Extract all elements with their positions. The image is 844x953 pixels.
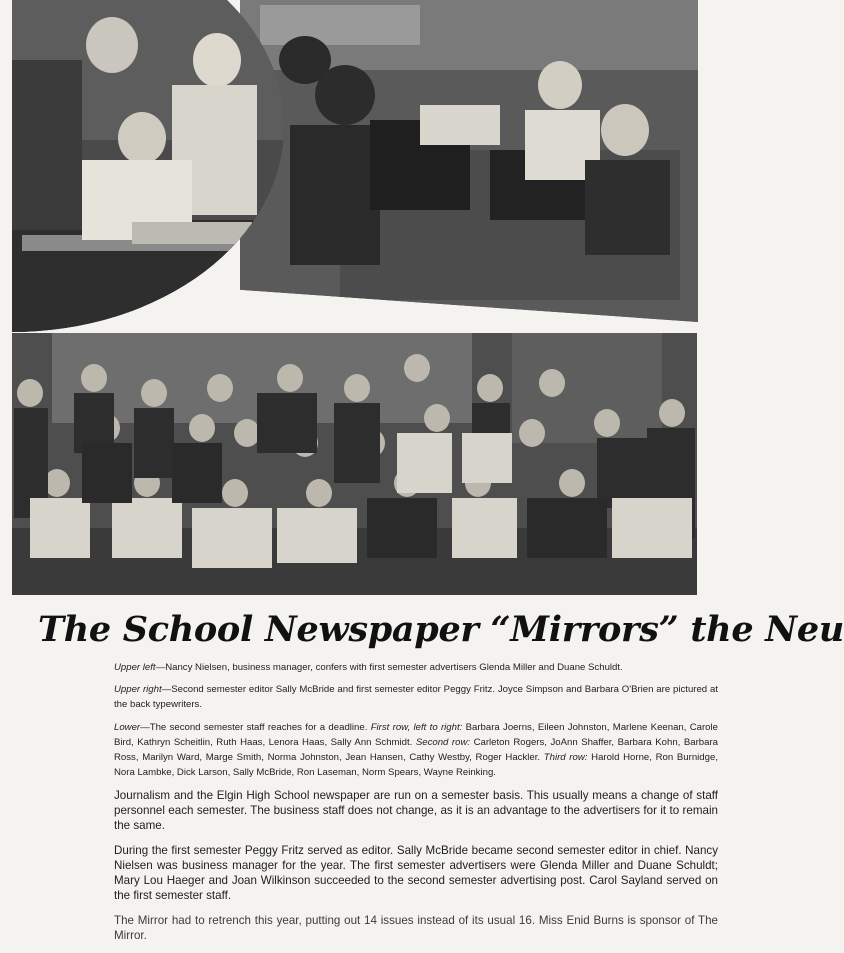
photo-captions [114, 660, 718, 787]
caption-upper-left-lead: Upper left [114, 662, 156, 673]
caption-lower-text: —The second semester staff reaches for a deadline. [140, 721, 371, 733]
photo-lower-staff [12, 333, 697, 595]
caption-upper-right-text: —Second semester editor Sally McBride and first semester editor Peggy Fritz. Joyce Simpson and Barbara O'Brien are pictured at the back typewriters. [114, 684, 718, 711]
caption-third-row-label: Third row: [543, 752, 588, 764]
caption-third-row: Harold Horne, Ron Burnidge, Nora Lambke, Dick Larson, Sally McBride, Ron Laseman, Norm Spears, Wayne Reinking. [114, 752, 718, 779]
photo-upper-right [240, 0, 698, 322]
photo-upper-right-image [240, 0, 698, 322]
caption-first-row: Barbara Joerns, Eileen Johnston, Marlene Keenan, Carole Bird, Kathryn Scheitlin, Ruth Haas, Lenora Haas, Sally Ann Schmidt. [114, 721, 718, 748]
caption-upper-left-text: —Nancy Nielsen, business manager, confers with first semester advertisers Glenda Miller and Duane Schuldt. [155, 662, 623, 673]
caption-upper-right [114, 682, 718, 712]
caption-first-row-label: First row, left to right: [370, 721, 463, 733]
photo-lower-staff-image [12, 333, 697, 595]
page-headline: The School Newspaper “Mirrors” the Neu [38, 609, 844, 650]
caption-lower [114, 720, 718, 781]
caption-upper-right-lead: Upper right [114, 684, 162, 696]
caption-upper-left [114, 660, 718, 675]
caption-lower-lead: Lower [114, 721, 141, 733]
caption-second-row-label: Second row: [415, 736, 471, 748]
body-paragraph: Journalism and the Elgin High School newspaper are run on a semester basis. This usually means a change of staff personnel each semester. The business staff does not change, as it is an advantage to the advertisers for it to remain the same. [114, 789, 718, 832]
caption-second-row: Carleton Rogers, JoAnn Shaffer, Barbara Kohn, Barbara Ross, Marilyn Ward, Marge Smith, Norma Johnston, Jean Hansen, Cathy Westby, Roger Hackler. [114, 736, 718, 764]
article-body [114, 788, 718, 953]
body-paragraph: During the first semester Peggy Fritz served as editor. Sally McBride became second semester editor in chief. Nancy Nielsen was business manager for the year. The first semester advertisers were Glenda Miller and Duane Schuldt; Mary Lou Haeger and Joan Wilkinson succeeded to the second semester advertising post. Carol Sayland served on the first semester staff. [114, 844, 718, 902]
body-paragraph: The Mirror had to retrench this year, putting out 14 issues instead of its usual 16. Miss Enid Burns is sponsor of The Mirror. [114, 914, 718, 942]
